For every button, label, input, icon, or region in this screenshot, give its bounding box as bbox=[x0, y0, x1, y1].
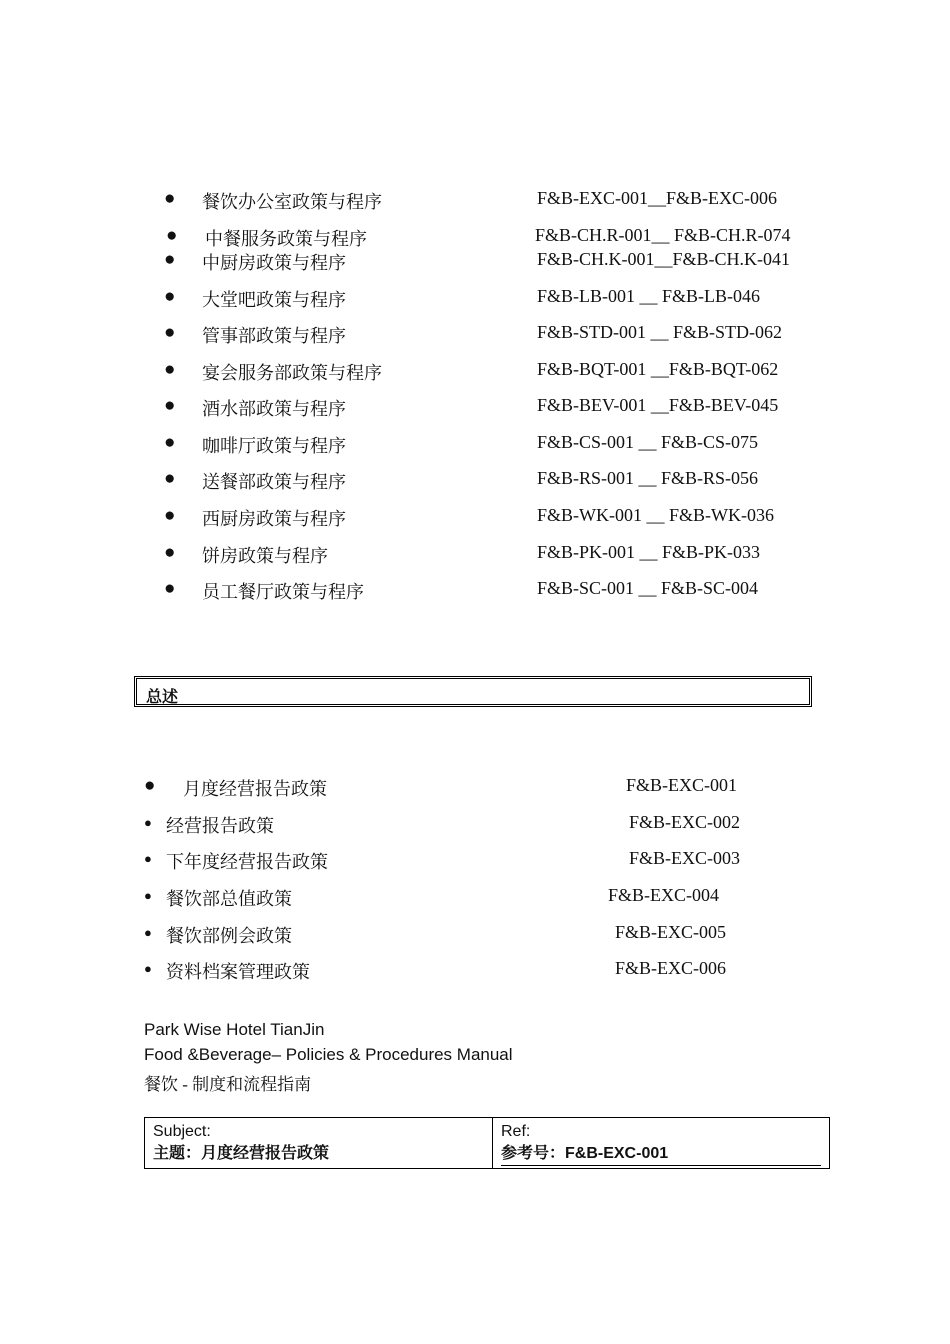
bullet-icon: ● bbox=[164, 359, 176, 380]
list-item bbox=[0, 958, 950, 988]
policy-name: 餐饮部例会政策 bbox=[166, 926, 292, 946]
list-item bbox=[0, 505, 950, 535]
section-header bbox=[134, 676, 812, 707]
policy-code: F&B-EXC-001 bbox=[626, 775, 738, 795]
department-name: 员工餐厅政策与程序 bbox=[202, 582, 364, 602]
department-name: 送餐部政策与程序 bbox=[202, 472, 346, 492]
bullet-icon: ● bbox=[144, 961, 152, 976]
department-code: F&B-PK-001 __ F&B-PK-033 bbox=[537, 542, 761, 562]
department-code: F&B-EXC-001__F&B-EXC-006 bbox=[537, 188, 778, 208]
department-name: 中餐服务政策与程序 bbox=[205, 229, 367, 249]
list-item bbox=[0, 322, 950, 352]
bullet-icon: ● bbox=[164, 542, 176, 563]
bullet-icon: ● bbox=[164, 249, 176, 270]
department-name: 西厨房政策与程序 bbox=[202, 509, 346, 529]
policy-name: 下年度经营报告政策 bbox=[166, 852, 328, 872]
ref-value: 参考号：F&B-EXC-001 bbox=[501, 1143, 821, 1166]
department-code: F&B-CS-001 __ F&B-CS-075 bbox=[537, 432, 759, 452]
policy-name: 资料档案管理政策 bbox=[166, 962, 310, 982]
section-title: 总述 bbox=[146, 689, 179, 706]
department-code: F&B-STD-001 __ F&B-STD-062 bbox=[537, 322, 783, 342]
bullet-icon: ● bbox=[166, 225, 178, 246]
bullet-icon: ● bbox=[164, 468, 176, 489]
list-item bbox=[0, 885, 950, 915]
policy-name: 餐饮部总值政策 bbox=[166, 889, 292, 909]
department-name: 餐饮办公室政策与程序 bbox=[202, 192, 382, 212]
list-item bbox=[0, 432, 950, 462]
bullet-icon: ● bbox=[164, 322, 176, 343]
department-code: F&B-SC-001 __ F&B-SC-004 bbox=[537, 578, 759, 598]
department-code: F&B-RS-001 __ F&B-RS-056 bbox=[537, 468, 759, 488]
ref-label: Ref: bbox=[501, 1123, 531, 1140]
policy-code: F&B-EXC-003 bbox=[629, 848, 741, 868]
manual-title-cn: 餐饮 - 制度和流程指南 bbox=[144, 1075, 312, 1094]
department-code: F&B-CH.K-001__F&B-CH.K-041 bbox=[537, 249, 791, 269]
list-item bbox=[0, 395, 950, 425]
department-name: 酒水部政策与程序 bbox=[202, 399, 346, 419]
subject-cell bbox=[145, 1118, 493, 1169]
policy-code: F&B-EXC-005 bbox=[615, 922, 727, 942]
policy-code: F&B-EXC-004 bbox=[608, 885, 720, 905]
bullet-icon: ● bbox=[144, 851, 152, 866]
department-code: F&B-CH.R-001__ F&B-CH.R-074 bbox=[535, 225, 791, 245]
department-name: 咖啡厅政策与程序 bbox=[202, 436, 346, 456]
policy-name: 经营报告政策 bbox=[166, 816, 274, 836]
bullet-icon: ● bbox=[144, 888, 152, 903]
list-item bbox=[0, 286, 950, 316]
bullet-icon: ● bbox=[164, 505, 176, 526]
bullet-icon: ● bbox=[144, 775, 156, 796]
department-name: 管事部政策与程序 bbox=[202, 326, 346, 346]
department-code: F&B-WK-001 __ F&B-WK-036 bbox=[537, 505, 774, 525]
list-item bbox=[0, 848, 950, 878]
subject-value: 主题：月度经营报告政策 bbox=[153, 1145, 330, 1162]
department-code: F&B-BEV-001 __F&B-BEV-045 bbox=[537, 395, 779, 415]
list-item bbox=[0, 922, 950, 952]
department-code: F&B-LB-001 __ F&B-LB-046 bbox=[537, 286, 761, 306]
bullet-icon: ● bbox=[164, 286, 176, 307]
list-item bbox=[0, 468, 950, 498]
list-item bbox=[0, 249, 950, 279]
list-item bbox=[0, 359, 950, 389]
bullet-icon: ● bbox=[144, 925, 152, 940]
list-item bbox=[0, 812, 950, 842]
department-name: 大堂吧政策与程序 bbox=[202, 290, 346, 310]
department-name: 中厨房政策与程序 bbox=[202, 253, 346, 273]
bullet-icon: ● bbox=[144, 815, 152, 830]
ref-cell bbox=[493, 1118, 830, 1169]
hotel-name: Park Wise Hotel TianJin bbox=[144, 1020, 325, 1039]
bullet-icon: ● bbox=[164, 432, 176, 453]
subject-ref-table bbox=[144, 1117, 830, 1169]
bullet-icon: ● bbox=[164, 395, 176, 416]
bullet-icon: ● bbox=[164, 188, 176, 209]
list-item bbox=[0, 578, 950, 608]
list-item bbox=[0, 542, 950, 572]
list-item bbox=[0, 775, 950, 805]
list-item bbox=[0, 188, 950, 218]
department-name: 饼房政策与程序 bbox=[202, 546, 328, 566]
policy-name: 月度经营报告政策 bbox=[183, 779, 327, 799]
policy-code: F&B-EXC-006 bbox=[615, 958, 727, 978]
department-code: F&B-BQT-001 __F&B-BQT-062 bbox=[537, 359, 779, 379]
policy-code: F&B-EXC-002 bbox=[629, 812, 741, 832]
bullet-icon: ● bbox=[164, 578, 176, 599]
subject-label: Subject: bbox=[153, 1123, 211, 1140]
manual-title: Food &Beverage– Policies & Procedures Manual bbox=[144, 1045, 513, 1064]
department-name: 宴会服务部政策与程序 bbox=[202, 363, 382, 383]
